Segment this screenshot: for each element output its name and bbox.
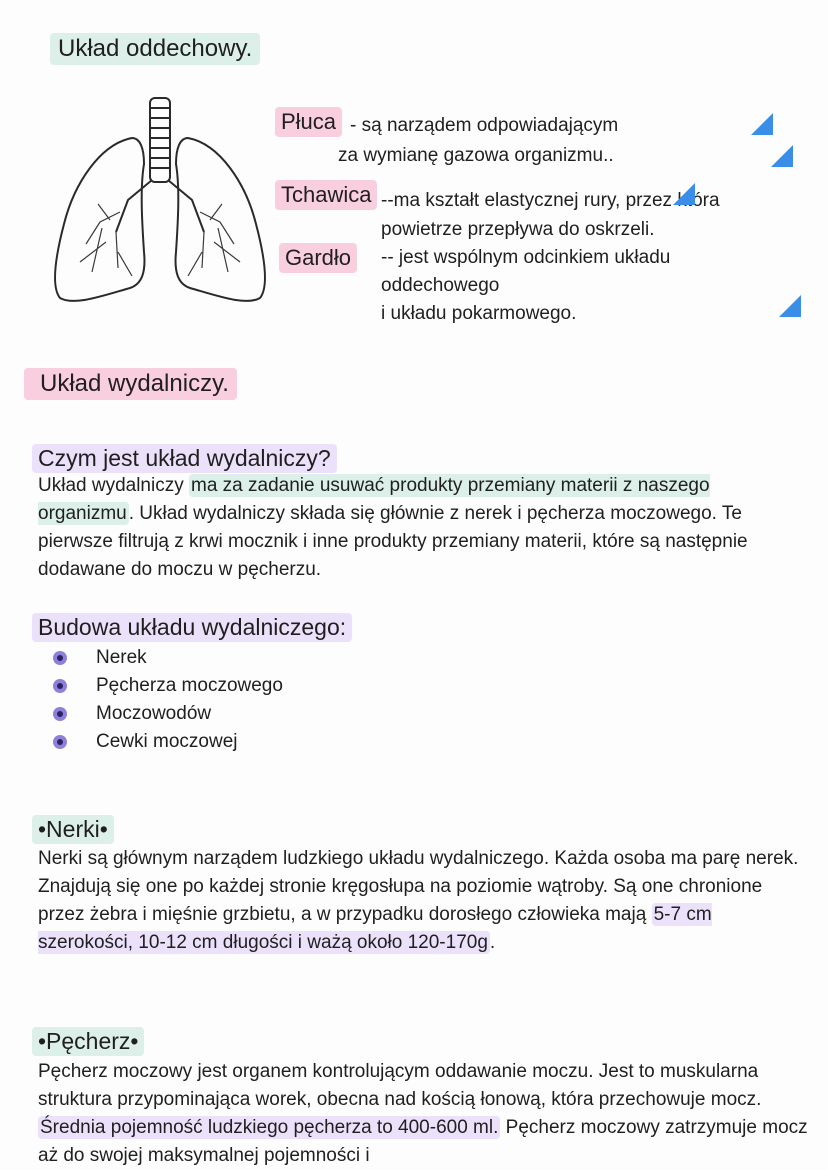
term-tchawica: Tchawica: [275, 180, 377, 210]
bladder-heading: •Pęcherz•: [32, 1027, 144, 1056]
heading-breathing-system: Układ oddechowy.: [50, 33, 260, 65]
term-gardlo: Gardło: [279, 243, 357, 273]
corner-marker-icon: [673, 183, 695, 205]
bullet-icon: [53, 679, 67, 693]
definition-gardlo-line1: -- jest wspólnym odcinkiem układu: [381, 247, 671, 268]
kidneys-heading: •Nerki•: [32, 815, 114, 844]
definition-gardlo-line2: oddechowego: [381, 275, 500, 296]
corner-marker-icon: [771, 145, 793, 167]
question-heading: Czym jest układ wydalniczy?: [32, 444, 337, 473]
kidneys-highlight: 5-7 cm szerokości, 10-12 cm długości i ważą około 120-170g: [38, 904, 712, 953]
list-item: [0, 700, 211, 728]
corner-marker-icon: [751, 113, 773, 135]
kidneys-text-end: .: [489, 932, 496, 953]
lungs-illustration-icon: [40, 92, 280, 328]
intro-text-rest: . Układ wydalniczy składa się głównie z nerek i pęcherza moczowego. Te pierwsze filtrują z krwi mocznik i inne produkty przemiany materii, które są następnie dodawane do moczu w pęcherzu.: [38, 503, 748, 580]
list-item-label: Cewki moczowej: [96, 731, 238, 752]
list-item-label: Pęcherza moczowego: [96, 675, 283, 696]
bladder-text: Pęcherz moczowy jest organem kontrolującym oddawanie moczu. Jest to muskularna struktura przypominająca worek, obecna nad kością łonową, która przechowuje mocz.: [38, 1061, 762, 1110]
corner-marker-icon: [779, 295, 801, 317]
list-item: [0, 644, 147, 672]
bladder-paragraph: [38, 1058, 808, 1170]
intro-highlight: ma za zadanie usuwać produkty przemiany materii z naszego organizmu: [38, 475, 710, 524]
definition-tchawica-line1: --ma kształt elastycznej rury, przez która: [381, 190, 720, 211]
heading-excretory-system: Układ wydalniczy.: [24, 368, 237, 400]
build-heading: Budowa układu wydalniczego:: [32, 613, 352, 642]
bullet-icon: [53, 651, 67, 665]
definition-tchawica-line2: powietrze przepływa do oskrzeli.: [381, 219, 655, 240]
bullet-icon: [53, 735, 67, 749]
intro-paragraph: [38, 472, 808, 584]
list-item-label: Moczowodów: [96, 703, 212, 724]
bladder-highlight: Średnia pojemność ludzkiego pęcherza to 400-600 ml.: [40, 1117, 499, 1138]
definition-pluca-line1: - są narządem odpowiadającym: [350, 115, 619, 136]
intro-text: Układ wydalniczy: [38, 475, 189, 496]
kidneys-paragraph: [38, 845, 808, 957]
term-pluca: Płuca: [275, 107, 342, 137]
bladder-text-rest: Pęcherz moczowy zatrzymuje mocz aż do swojej maksymalnej pojemności i: [38, 1117, 808, 1166]
kidneys-text: Nerki są głównym narządem ludzkiego układu wydalniczego. Każda osoba ma parę nerek. Znajdują się one po każdej stronie kręgosłupa na poziomie wątroby. Są one chronione przez żebra i mięśnie grzbietu, a w przypadku dorosłego człowieka mają: [38, 848, 799, 925]
organ-list: [0, 644, 400, 764]
list-item-label: Nerek: [96, 647, 147, 668]
list-item: [0, 728, 237, 756]
list-item: [0, 672, 283, 700]
definition-gardlo-line3: i układu pokarmowego.: [381, 303, 577, 324]
bullet-icon: [53, 707, 67, 721]
definition-pluca-line2: za wymianę gazowa organizmu..: [338, 145, 614, 166]
